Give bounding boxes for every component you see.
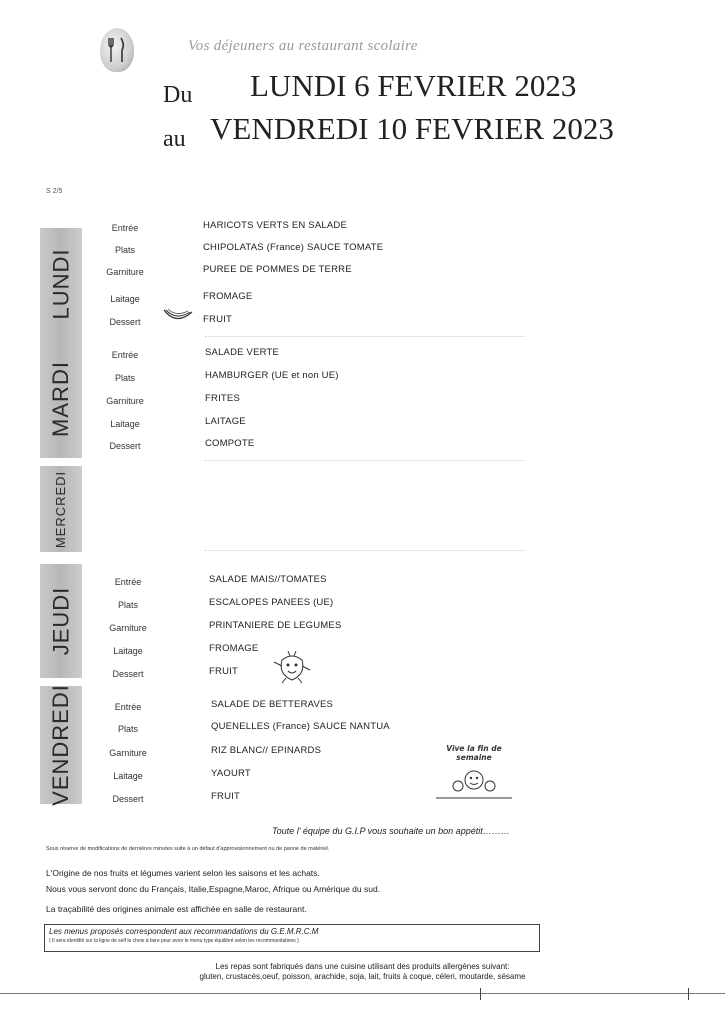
day-band-mardi — [40, 340, 82, 458]
menu-item: LAITAGE — [205, 416, 246, 427]
day-name: JEUDI — [48, 586, 73, 656]
menu-item: ESCALOPES PANEES (UE) — [209, 597, 334, 608]
menu-item: CHIPOLATAS (France) SAUCE TOMATE — [203, 242, 384, 253]
day-band-lundi — [40, 228, 82, 340]
origin-line-2: Nous vous servont donc du Français, Italie,Espagne,Maroc, Afrique ou Amérique du sud. — [46, 884, 381, 894]
day-band-jeudi — [40, 564, 82, 678]
reserve-note: Sous réserve de modifications de dernières minutes suite à un défaut d'approvisionnement ou de panne de matériel. — [46, 846, 330, 852]
origin-line-3: La traçabilité des origines animale est affichée en salle de restaurant. — [46, 904, 307, 914]
menu-item: FROMAGE — [203, 291, 253, 302]
menu-item: PUREE DE POMMES DE TERRE — [203, 264, 352, 275]
row-label: Dessert — [112, 669, 144, 679]
row-label: Laitage — [113, 771, 143, 781]
menu-item: HAMBURGER (UE et non UE) — [205, 370, 339, 381]
row-label: Garniture — [109, 623, 147, 633]
row-label: Laitage — [110, 294, 140, 304]
menu-item: SALADE MAIS//TOMATES — [209, 574, 327, 585]
row-label: Laitage — [113, 646, 143, 656]
row-label: Plats — [117, 724, 138, 734]
children-drawing-icon — [432, 762, 516, 802]
menu-item: FRUIT — [203, 314, 232, 325]
allergens-line-1: Les repas sont fabriqués dans une cuisine utilisant des produits allergènes suivant: — [215, 962, 510, 971]
menu-item: RIZ BLANC// EPINARDS — [211, 745, 322, 756]
restaurant-logo — [100, 28, 134, 72]
fork-knife-icon — [106, 35, 128, 65]
row-label: Dessert — [109, 441, 141, 451]
week-end-text: Vive la fin de semaine — [446, 744, 502, 762]
end-date: VENDREDI 10 FEVRIER 2023 — [210, 111, 614, 146]
menu-item: FRITES — [205, 393, 240, 404]
week-end-badge — [432, 744, 516, 802]
week-code: S 2/5 — [46, 188, 63, 195]
row-label: Plats — [114, 373, 135, 383]
rule-tick — [688, 988, 689, 1000]
origin-line-1: L'Origine de nos fruits et légumes varient selon les saisons et les achats. — [46, 868, 320, 878]
day-name: VENDREDI — [48, 684, 73, 806]
row-label: Entrée — [111, 350, 139, 360]
strawberry-character-icon — [268, 650, 316, 684]
menu-item: PRINTANIERE DE LEGUMES — [209, 620, 342, 631]
menu-item: SALADE VERTE — [205, 347, 280, 358]
to-label: au — [163, 126, 186, 152]
menu-item: COMPOTE — [205, 438, 255, 449]
banana-icon — [162, 306, 194, 326]
from-label: Du — [163, 82, 193, 108]
row-label: Entrée — [114, 702, 142, 712]
row-label: Entrée — [111, 223, 139, 233]
bon-appetit-note: Toute l' équipe du G.I.P vous souhaite un bon appétit……… — [272, 826, 510, 836]
menu-item: YAOURT — [211, 768, 251, 779]
menu-item: SALADE DE BETTERAVES — [211, 699, 334, 710]
menu-item: FRUIT — [211, 791, 240, 802]
row-label: Plats — [114, 245, 135, 255]
recommendation-note: ( Il sera identifié sur la ligne de self le choix à faire pour avoir le menu type équilibré selon les recommandations ) — [49, 938, 299, 944]
divider — [205, 460, 525, 461]
row-label: Plats — [117, 600, 138, 610]
menu-item: QUENELLES (France) SAUCE NANTUA — [211, 721, 390, 732]
day-name: LUNDI — [48, 248, 74, 320]
menu-item: HARICOTS VERTS EN SALADE — [203, 220, 347, 231]
rule-tick — [480, 988, 481, 1000]
allergens-line-2: gluten, crustacés,oeuf, poisson, arachide, soja, lait, fruits à coque, céleri, moutarde, sésame — [199, 972, 526, 981]
row-label: Dessert — [112, 794, 144, 804]
row-label: Garniture — [109, 748, 147, 758]
divider — [205, 550, 525, 551]
day-band-mercredi — [40, 466, 82, 552]
recommendation-box — [44, 924, 540, 952]
row-label: Dessert — [109, 317, 141, 327]
day-band-vendredi — [40, 686, 82, 804]
recommendation-text: Les menus proposés correspondent aux recommandations du G.E.M.R.C.M — [49, 927, 319, 936]
start-date: LUNDI 6 FEVRIER 2023 — [250, 68, 577, 103]
menu-item: FROMAGE — [209, 643, 259, 654]
page-subtitle: Vos déjeuners au restaurant scolaire — [188, 38, 418, 54]
day-name: MERCREDI — [53, 470, 69, 548]
bottom-rule — [0, 993, 725, 994]
day-name: MARDI — [48, 361, 74, 437]
row-label: Laitage — [110, 419, 140, 429]
row-label: Garniture — [106, 267, 144, 277]
divider — [205, 336, 525, 337]
row-label: Entrée — [114, 577, 142, 587]
menu-item: FRUIT — [209, 666, 238, 677]
row-label: Garniture — [106, 396, 144, 406]
